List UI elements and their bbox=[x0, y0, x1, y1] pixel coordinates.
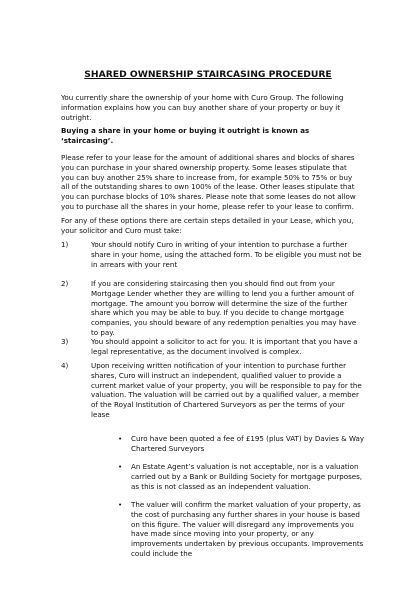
step-text: If you are considering staircasing then you should find out from your Mortgage Lender whether they are willing to lend you a further amount of mortgage. The amount you borrow will determine the size of the further share which you may be able to buy. If you decide to change mortgage companies, you should beware of any redemption penalties you may have to pay. bbox=[91, 279, 357, 337]
step-text: Upon receiving written notification of your intention to purchase further shares, Curo will instruct an independent, qualified valuer to provide a current market value of your property, you will be responsible to pay for the valuation. The valuation will be carried out by a qualified valuer, a member of the Royal Institution of Chartered Surveyors as per the terms of your lease bbox=[91, 361, 362, 419]
bullet-symbol: • bbox=[118, 434, 123, 443]
bullet-symbol: • bbox=[118, 500, 123, 509]
document-title: SHARED OWNERSHIP STAIRCASING PROCEDURE bbox=[84, 69, 332, 80]
step-number: 4) bbox=[61, 361, 69, 370]
step-text: You should appoint a solicitor to act for you. It is important that you have a legal representative, as the document involved is complex. bbox=[91, 337, 358, 356]
lease-paragraph: Please refer to your lease for the amount of additional shares and blocks of shares you can purchase in your shared ownership property. Some leases stipulate that you can buy another 25% share to increase from, for example 50% to 75% or buy all of the outstanding shares to own 100% of the lease. Other leases stipulate that you can purchase blocks of 10% shares. Please note that some leases do not allow you to purchase all the shares in your home, please refer to your lease to confirm. bbox=[61, 153, 356, 211]
step-number: 2) bbox=[61, 279, 69, 288]
bullet-item: Curo have been quoted a fee of £195 (plus VAT) by Davies & Way Chartered Surveyors bbox=[131, 434, 365, 453]
step-text: Your should notify Curo in writing of your intention to purchase a further share in your home, using the attached form. To be eligible you must not be in arrears with your rent bbox=[91, 240, 362, 269]
step-number: 1) bbox=[61, 240, 69, 249]
bullet-item: An Estate Agent’s valuation is not acceptable, nor is a valuation carried out by a Bank or Building Society for mortgage purposes, as this is not classed as an independent valuation. bbox=[131, 462, 363, 491]
bullet-item: The valuer will confirm the market valuation of your property, as the cost of purchasing any further shares in your house is based on this figure. The valuer will disregard any improvements you have made since moving into your property, or any improvements undertaken by previous occupants. Improvements could include the bbox=[131, 500, 364, 558]
intro-paragraph: You currently share the ownership of your home with Curo Group. The following information explains how you can buy another share of your property or buy it outright. bbox=[61, 93, 344, 122]
bullet-symbol: • bbox=[118, 462, 123, 471]
step-number: 3) bbox=[61, 337, 69, 346]
staircasing-subheading: Buying a share in your home or buying it outright is known as ‘staircasing’. bbox=[61, 126, 310, 145]
steps-intro-paragraph: For any of these options there are certain steps detailed in your Lease, which you, your solicitor and Curo must take: bbox=[61, 216, 354, 235]
